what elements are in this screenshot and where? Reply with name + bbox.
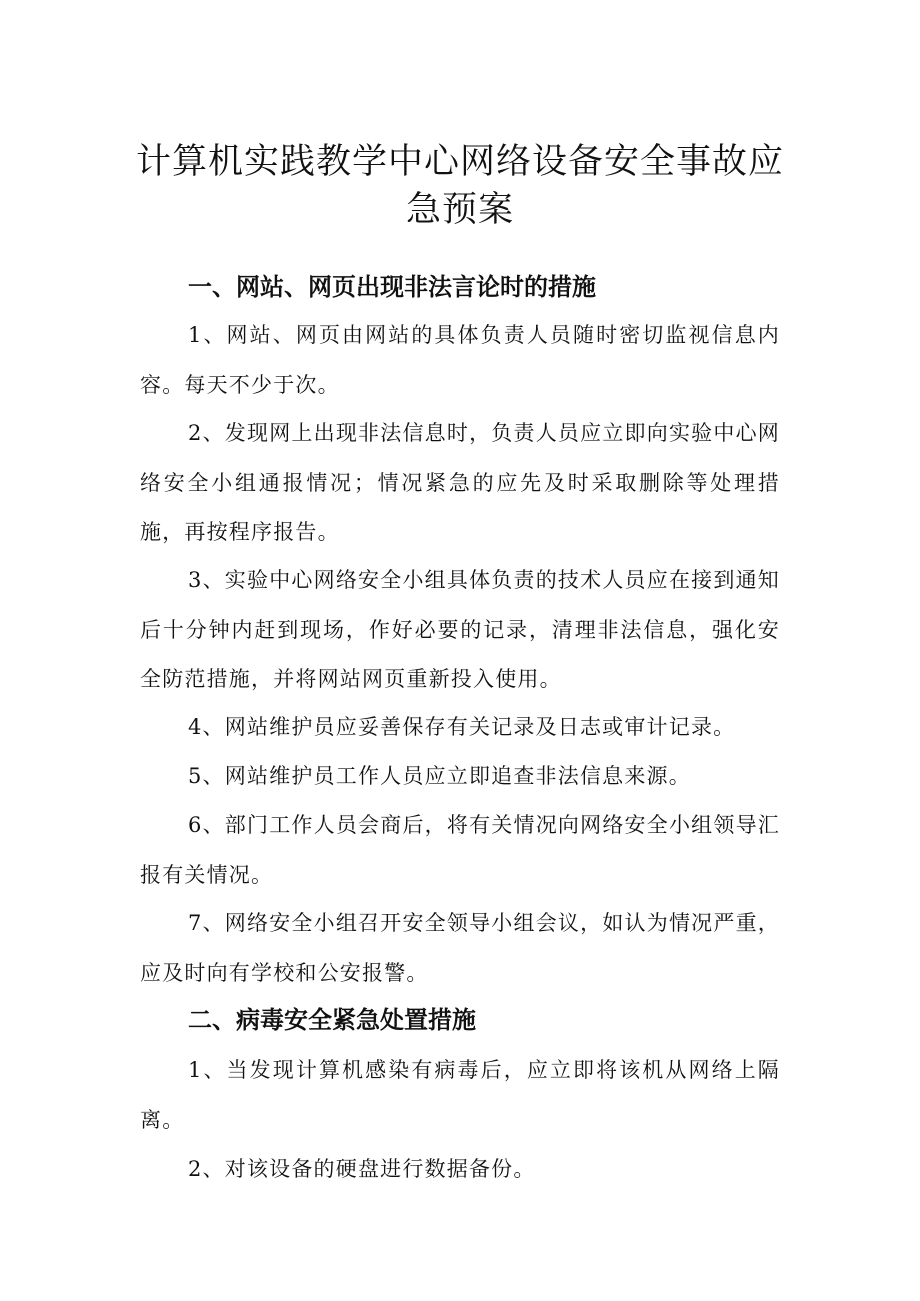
paragraph-2-2: 2、对该设备的硬盘进行数据备份。 [188, 1157, 536, 1181]
document-title-line-2: 急预案 [405, 190, 514, 230]
paragraph-1-4: 4、网站维护员应妥善保存有关记录及日志或审计记录。 [188, 715, 736, 739]
document-title-line-1: 计算机实践教学中心网络设备安全事故应 [135, 142, 784, 182]
paragraph-1-3: 3、实验中心网络安全小组具体负责的技术人员应在接到通知后十分钟内赶到现场，作好必要的记录，清理非法信息，强化安全防范措施，并将网站网页重新投入使用。 [140, 568, 780, 691]
paragraph-2-1: 1、当发现计算机感染有病毒后，应立即将该机从网络上隔离。 [140, 1058, 780, 1132]
paragraph-1-6: 6、部门工作人员会商后，将有关情况向网络安全小组领导汇报有关情况。 [140, 813, 780, 887]
paragraph-1-1: 1、网站、网页由网站的具体负责人员随时密切监视信息内容。每天不少于次。 [140, 323, 780, 397]
paragraph-1-5: 5、网站维护员工作人员应立即追查非法信息来源。 [188, 764, 691, 788]
section-heading-2: 二、病毒安全紧急处置措施 [188, 1006, 476, 1034]
section-heading-1: 一、网站、网页出现非法言论时的措施 [188, 273, 596, 301]
paragraph-1-2: 2、发现网上出现非法信息时，负责人员应立即向实验中心网络安全小组通报情况；情况紧急的应先及时采取删除等处理措施，再按程序报告。 [140, 421, 780, 544]
paragraph-1-7: 7、网络安全小组召开安全领导小组会议，如认为情况严重，应及时向有学校和公安报警。 [140, 911, 780, 985]
